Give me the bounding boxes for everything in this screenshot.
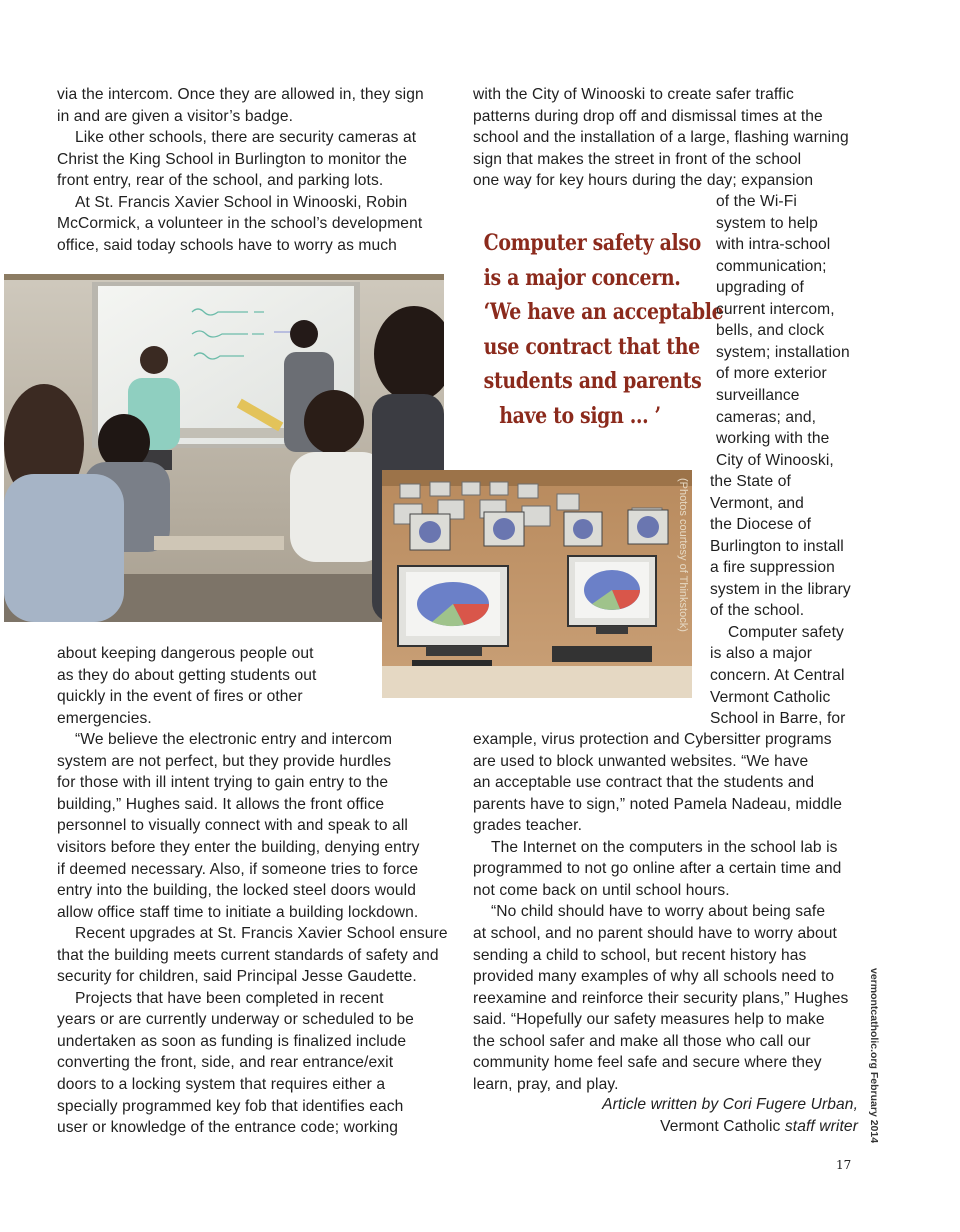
text-line: a fire suppression [710,559,835,577]
pull-quote [483,226,724,434]
text-line: said. “Hopefully our safety measures help to make [473,1011,825,1029]
text-line: grades teacher. [473,817,582,835]
text-line: the State of [710,473,791,490]
text-line: provided many examples of why all schools need to [473,968,835,986]
text-line: personnel to visually connect with and speak to all [57,817,408,835]
text-line: Burlington to install [710,537,844,555]
pull-quote-line: have to sign … ’ [499,402,661,429]
text-line: years or are currently underway or scheduled to be [57,1011,414,1029]
text-line: one way for key hours during the day; expansion [473,172,814,190]
text-line: of the Wi-Fi [716,193,797,210]
text-line: reexamine and reinforce their security plans,” Hughes [473,989,849,1007]
text-line: is also a major [710,645,813,663]
text-line: security for children, said Principal Jesse Gaudette. [57,968,417,986]
text-line: sign that makes the street in front of the school [473,150,802,168]
text-line: “We believe the electronic entry and intercom [75,731,393,749]
text-line: about keeping dangerous people out [57,645,314,662]
text-line: system in the library [710,580,851,598]
text-line: patterns during drop off and dismissal times at the [473,107,823,125]
text-line: “No child should have to worry about being safe [491,903,826,921]
text-line: allow office staff time to initiate a building lockdown. [57,903,419,921]
text-line: specially programmed key fob that identifies each [57,1097,404,1115]
text-line: office, said today schools have to worry as much [57,236,397,254]
text-line: school and the installation of a large, flashing warning [473,129,849,147]
text-line: of more exterior [716,365,827,383]
byline-author: Article written by Cori Fugere Urban, [602,1096,858,1113]
text-line: the Diocese of [710,516,812,534]
text-line: not come back on until school hours. [473,881,730,899]
text-line: doors to a locking system that requires either a [57,1076,386,1093]
photo-credit: (Photos courtesy of Thinkstock) [677,478,689,632]
footer-site-date: vermontcatholic.org February 2014 [868,968,880,1144]
text-line: current intercom, [716,300,835,318]
text-line: for those with ill intent trying to gain entry to the [57,774,389,792]
text-line: School in Barre, for [710,710,846,728]
text-line: concern. At Central [710,666,845,684]
text-line: with intra-school [716,236,831,254]
text-line: converting the front, side, and rear entrance/exit [57,1054,394,1072]
text-line: if deemed necessary. Also, if someone tries to force [57,860,419,878]
text-line: of the school. [710,602,805,620]
page-number: 17 [836,1158,852,1172]
text-line: programmed to not go online after a certain time and [473,860,842,878]
text-line: bells, and clock [716,322,825,340]
text-line: quickly in the event of fires or other [57,688,303,706]
text-line: example, virus protection and Cybersitter programs [473,731,832,748]
pull-quote-line: Computer safety also [483,230,701,256]
text-line: undertaken as soon as funding is finalized include [57,1032,407,1050]
text-line: sending a child to school, but recent history has [473,946,807,964]
text-line: emergencies. [57,709,152,727]
text-line: learn, pray, and play. [473,1075,619,1093]
classroom-photo-illustration [4,274,444,622]
text-line: with the City of Winooski to create safer traffic [473,86,794,103]
text-line: working with the [716,430,830,448]
text-line: system to help [716,214,818,232]
text-line: Vermont Catholic [710,688,831,706]
text-line: Like other schools, there are security cameras at [75,129,417,147]
text-line: an acceptable use contract that the students and [473,774,815,792]
text-line: building,” Hughes said. It allows the front office [57,795,385,813]
text-line: McCormick, a volunteer in the school’s development [57,215,423,233]
text-line: Recent upgrades at St. Francis Xavier School ensure [75,925,448,943]
text-line: visitors before they enter the building, denying entry [57,838,420,856]
text-line: Vermont, and [710,494,804,512]
text-line: as they do about getting students out [57,666,317,684]
text-line: at school, and no parent should have to worry about [473,924,837,942]
text-line: At St. Francis Xavier School in Winooski, Robin [75,193,408,211]
classroom-photo [4,274,444,622]
text-line: parents have to sign,” noted Pamela Nadeau, middle [473,795,843,813]
byline-role: Vermont Catholic staff writer [660,1118,858,1135]
text-line: The Internet on the computers in the school lab is [491,838,838,856]
text-line: community home feel safe and secure where they [473,1054,822,1072]
text-line: that the building meets current standards of safety and [57,946,439,964]
text-line: system are not perfect, but they provide hurdles [57,752,392,770]
text-line: City of Winooski, [716,451,834,469]
text-line: upgrading of [716,279,804,297]
text-line: cameras; and, [716,408,817,426]
pull-quote-line: ‘We have an acceptable [483,299,724,326]
pull-quote-line: use contract that the [483,333,700,360]
pull-quote-line: is a major concern. [483,264,681,291]
text-line: the school safer and make all those who call our [473,1032,811,1050]
text-line: are used to block unwanted websites. “We have [473,752,809,770]
text-line: communication; [716,257,827,275]
text-line: entry into the building, the locked steel doors would [57,882,416,900]
text-line: Projects that have been completed in recent [75,989,384,1007]
text-line: Christ the King School in Burlington to monitor the [57,150,408,168]
text-line: system; installation [716,343,850,361]
text-line: front entry, rear of the school, and parking lots. [57,172,384,190]
text-line: Computer safety [728,623,844,641]
text-line: via the intercom. Once they are allowed in, they sign [57,86,424,103]
pull-quote-line: students and parents [483,368,702,395]
text-line: surveillance [716,386,800,404]
text-line: user or knowledge of the entrance code; working [57,1119,399,1137]
text-line: in and are given a visitor’s badge. [57,107,294,125]
